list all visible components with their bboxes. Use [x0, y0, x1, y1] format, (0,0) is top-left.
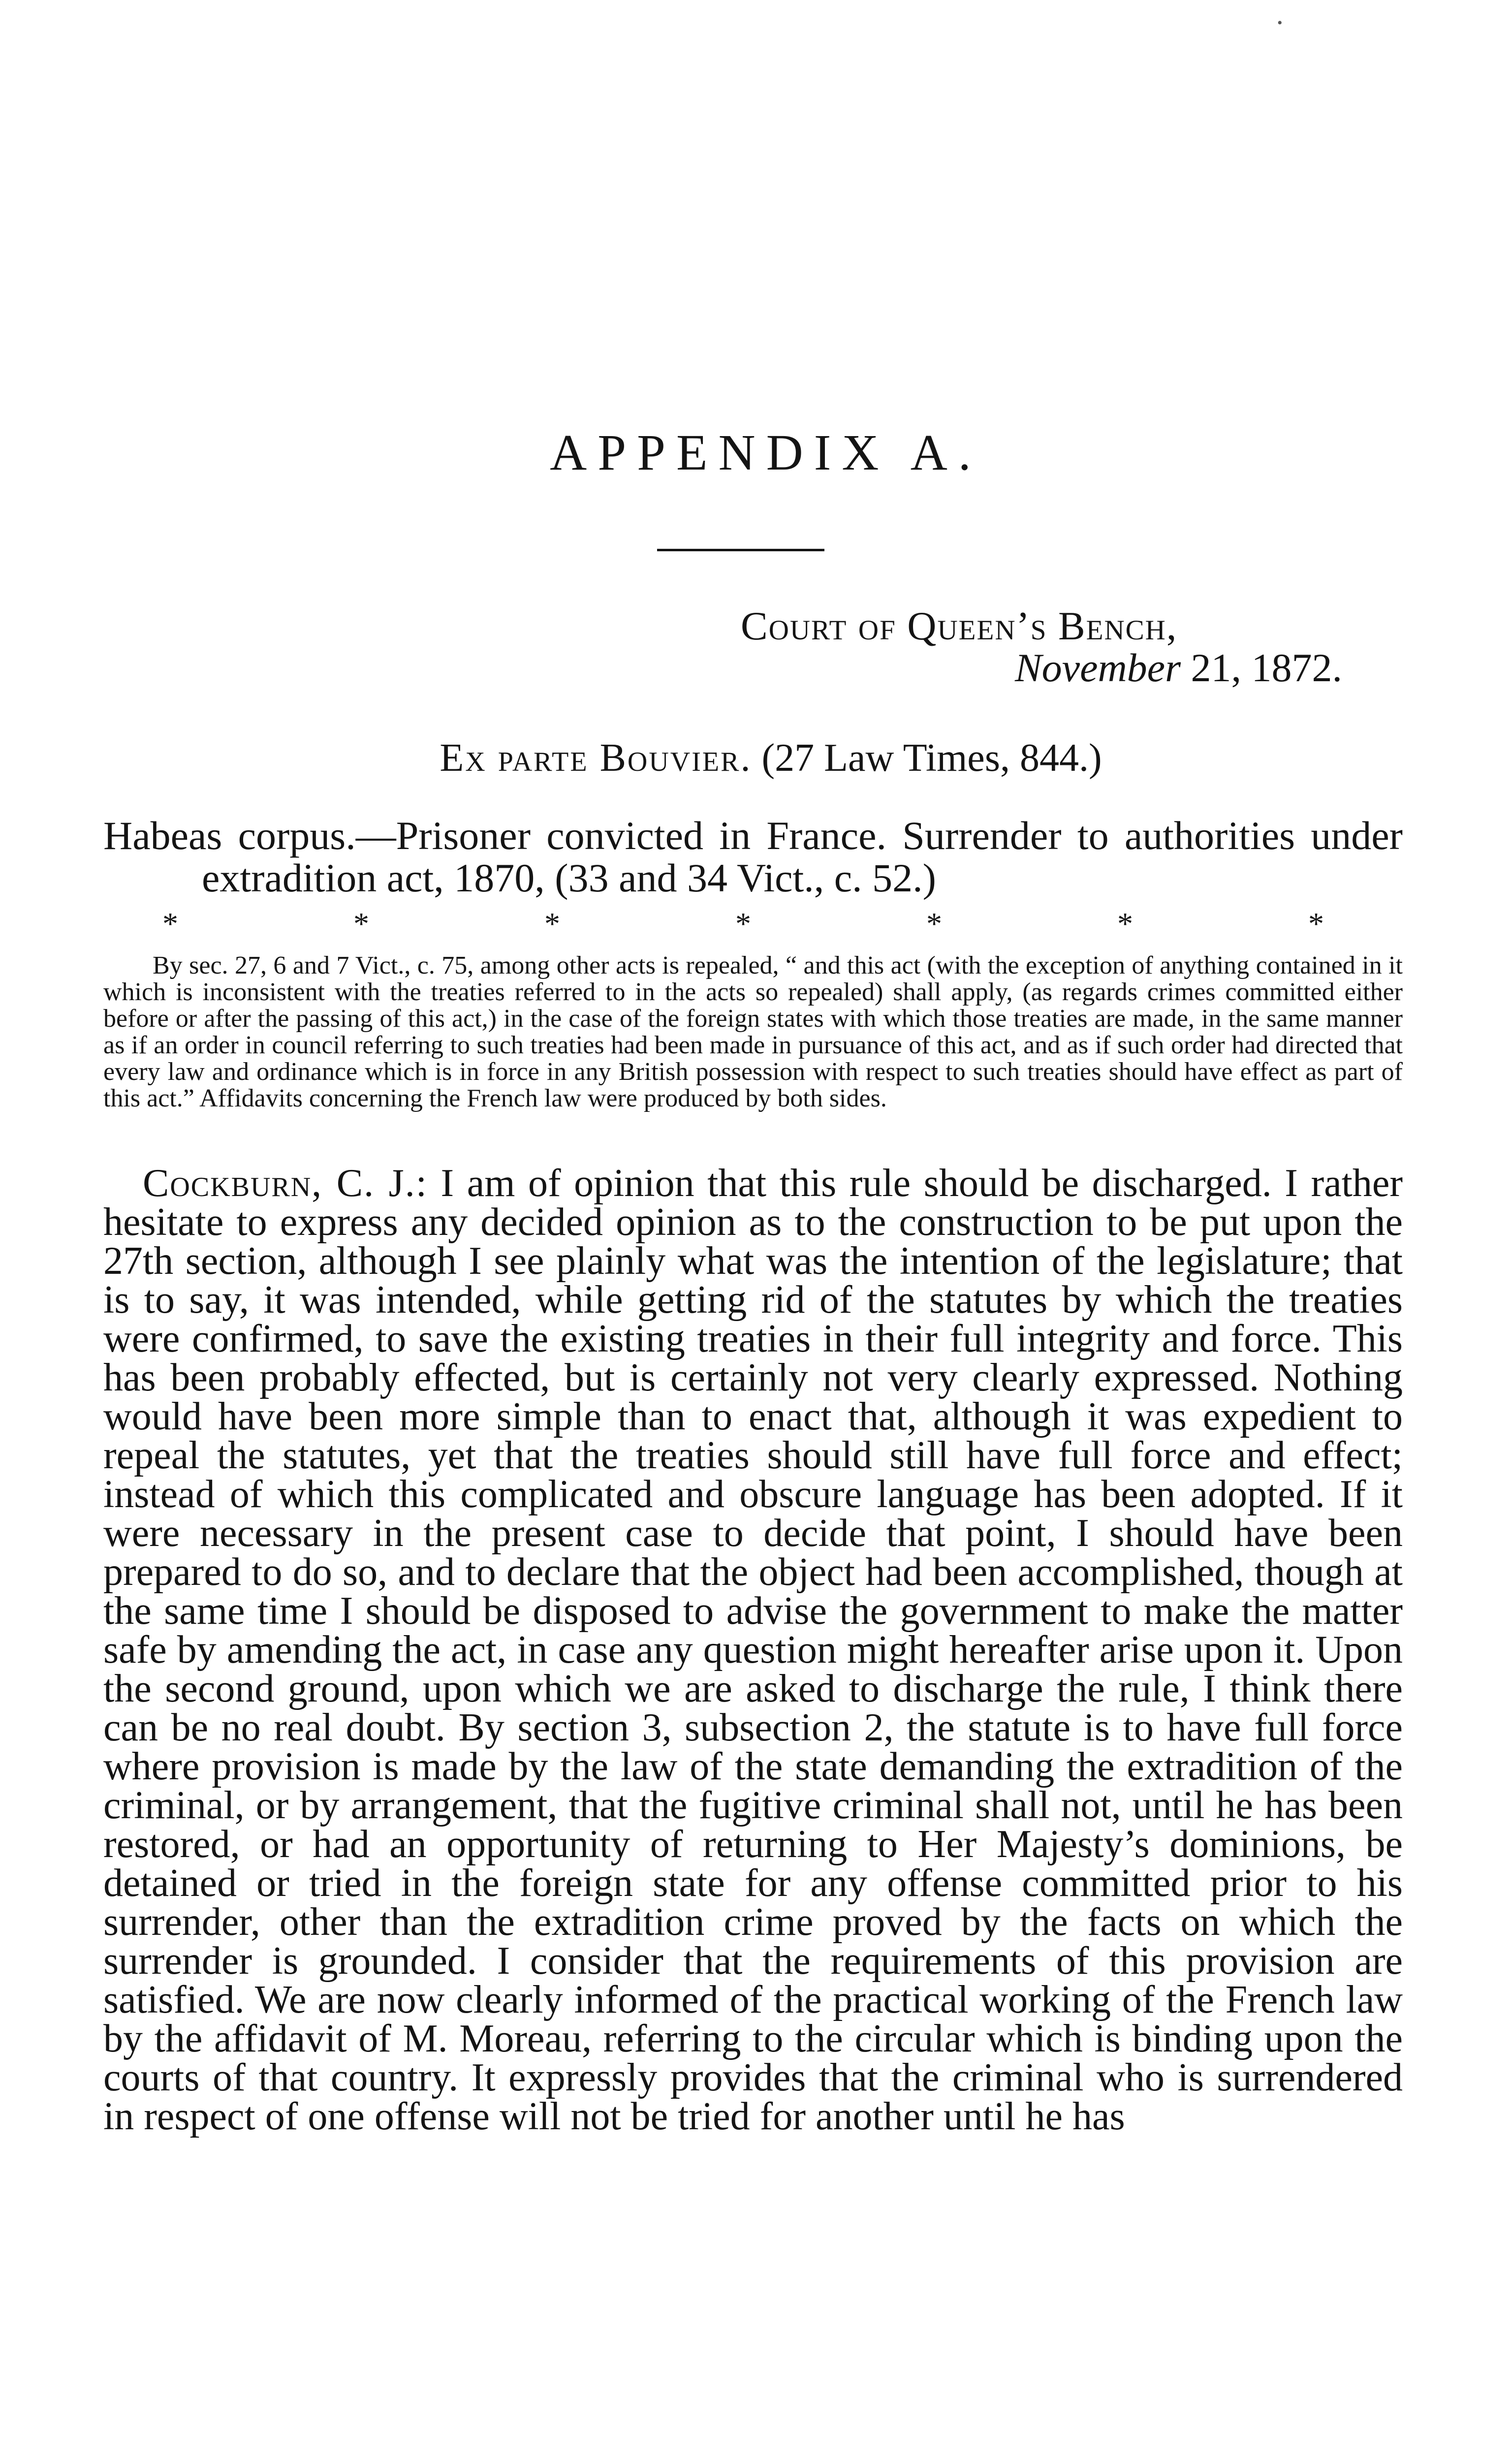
asterisk: * — [926, 906, 942, 941]
asterisk: * — [735, 906, 751, 941]
court-name: Court of Queen’s Bench, — [741, 603, 1178, 648]
case-title — [0, 736, 1512, 781]
appendix-title: APPENDIX A. — [550, 424, 982, 481]
asterisk: * — [1117, 906, 1133, 941]
opinion-paragraph — [103, 1164, 1403, 2136]
headnote: Habeas corpus.—Prisoner convicted in France. Surrender to authorities under extradition act, 1870, (33 and 34 Vict., c. 52.) — [103, 813, 1403, 900]
asterisk: * — [544, 906, 560, 941]
date-rest: 21, 1872. — [1181, 645, 1342, 690]
title-rule — [657, 549, 824, 551]
opinion-text: I am of opinion that this rule should be discharged. I rather hesitate to express any decided opinion as to the construction to be put upon the 27th section, although I see plainly what was the intention of the legislature; that is to say, it was intended, while getting rid of the statutes by which the treaties were confirmed, to save the existing treaties in their full integrity and force. This has been probably effected, but is certainly not very clearly expressed. Nothing would have been more simple than to enact that, although it was expedient to repeal the statutes, yet that the treaties should still have full force and effect; instead of which this complicated and obscure language has been adopted. If it were necessary in the present case to decide that point, I should have been prepared to do so, and to declare that the object had been accomplished, though at the same time I should be disposed to advise the government to make the matter safe by amending the act, in case any question might hereafter arise upon it. Upon the second ground, upon which we are asked to discharge the rule, I think there can be no real doubt. By section 3, subsection 2, the statute is to have full force where provision is made by the law of the state demanding the extradition of the criminal, or by arrangement, that the fugitive criminal shall not, until he has been restored, or had an opportunity of returning to Her Majesty’s dominions, be detained or tried in the foreign state for any offense committed prior to his surrender, other than the extradition crime proved by the facts on which the surrender is grounded. I consider that the requirements of this provision are satisfied. We are now clearly informed of the practical working of the French law by the affidavit of M. Moreau, referring to the circular which is binding upon the courts of that country. It expressly provides that the criminal who is surrendered in respect of one offense will not be tried for another until he has — [103, 1162, 1403, 2138]
date-month: November — [1014, 645, 1181, 690]
statute-note: By sec. 27, 6 and 7 Vict., c. 75, among other acts is repealed, “ and this act (with the exception of anything contained in it which is inconsistent with the treaties referred to in the acts so repealed) shall apply, (as regards crimes committed either before or after the passing of this act,) in the case of the foreign states with which those treaties are made, in the same manner as if an order in council referring to such treaties had been made in pursuance of this act, and as if such order had directed that every law and ordinance which is in force in any British possession with respect to such treaties should have effect as part of this act.” Affidavits concerning the French law were produced by both sides. — [103, 951, 1403, 1112]
judge-name: Cockburn, C. J.: — [143, 1162, 428, 1205]
stray-mark: • — [1277, 15, 1283, 31]
decision-date — [1015, 645, 1342, 691]
asterisk-row — [162, 906, 1324, 942]
case-name: Ex parte Bouvier. — [440, 736, 752, 780]
asterisk: * — [353, 906, 369, 941]
case-citation: (27 Law Times, 844.) — [761, 736, 1102, 780]
asterisk: * — [162, 906, 178, 941]
asterisk: * — [1308, 906, 1324, 941]
